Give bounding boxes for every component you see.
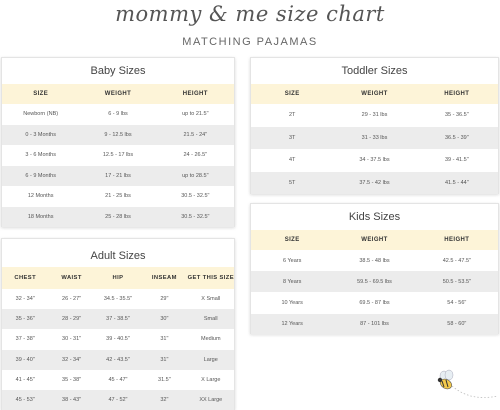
column-header-size: SIZE <box>251 84 333 104</box>
column-header-height: HEIGHT <box>416 84 498 104</box>
table-cell-chest: 32 - 34" <box>2 289 48 309</box>
table-cell-height: up to 21.5" <box>157 104 234 125</box>
table-cell-get-this-size: Large <box>188 350 234 370</box>
table-cell-height: 58 - 60" <box>416 314 498 335</box>
table-cell-weight: 37.5 - 42 lbs <box>333 172 415 195</box>
table-cell-chest: 41 - 45" <box>2 370 48 390</box>
table-row <box>2 370 234 390</box>
table-row <box>251 271 498 292</box>
column-header-weight: WEIGHT <box>333 84 415 104</box>
table-cell-waist: 30 - 31" <box>48 329 94 349</box>
table-cell-get-this-size: X Large <box>188 370 234 390</box>
table-row <box>251 250 498 271</box>
table-row <box>251 314 498 335</box>
table-cell-inseam: 31" <box>141 350 187 370</box>
column-header-weight: WEIGHT <box>79 84 156 104</box>
table-cell-weight: 38.5 - 48 lbs <box>333 250 415 271</box>
table-row <box>2 145 234 166</box>
table-row <box>2 350 234 370</box>
table-cell-height: 42.5 - 47.5" <box>416 250 498 271</box>
table-cell-weight: 21 - 25 lbs <box>79 186 156 207</box>
column-header-hip: HIP <box>95 267 141 289</box>
page-title: mommy & me size chart <box>115 2 385 26</box>
table-cell-size: 3T <box>251 127 333 150</box>
table-cell-get-this-size: Medium <box>188 329 234 349</box>
table-cell-weight: 34 - 37.5 lbs <box>333 149 415 172</box>
table-cell-inseam: 30" <box>141 309 187 329</box>
table-cell-get-this-size: XX Large <box>188 390 234 410</box>
adult-sizes-card <box>1 238 235 410</box>
table-cell-waist: 28 - 29" <box>48 309 94 329</box>
table-cell-weight: 31 - 33 lbs <box>333 127 415 150</box>
table-header-row <box>251 230 498 250</box>
table-cell-size: 0 - 3 Months <box>2 125 79 146</box>
table-cell-height: 54 - 56" <box>416 292 498 313</box>
column-header-chest: CHEST <box>2 267 48 289</box>
table-cell-height: up to 28.5" <box>157 166 234 187</box>
table-cell-inseam: 31" <box>141 329 187 349</box>
adult-sizes-table <box>2 267 234 410</box>
table-row <box>2 329 234 349</box>
table-cell-inseam: 32" <box>141 390 187 410</box>
table-cell-weight: 6 - 9 lbs <box>79 104 156 125</box>
table-cell-size: 12 Years <box>251 314 333 335</box>
column-header-weight: WEIGHT <box>333 230 415 250</box>
table-cell-height: 30.5 - 32.5" <box>157 186 234 207</box>
table-cell-size: Newborn (NB) <box>2 104 79 125</box>
table-row <box>2 207 234 228</box>
table-cell-hip: 37 - 38.5" <box>95 309 141 329</box>
table-row <box>2 390 234 410</box>
table-cell-weight: 17 - 21 lbs <box>79 166 156 187</box>
table-cell-weight: 59.5 - 69.5 lbs <box>333 271 415 292</box>
table-cell-size: 10 Years <box>251 292 333 313</box>
table-header-row <box>2 267 234 289</box>
table-cell-chest: 39 - 40" <box>2 350 48 370</box>
column-header-inseam: INSEAM <box>141 267 187 289</box>
table-cell-height: 41.5 - 44" <box>416 172 498 195</box>
table-cell-size: 3 - 6 Months <box>2 145 79 166</box>
table-row <box>251 292 498 313</box>
table-cell-waist: 32 - 34" <box>48 350 94 370</box>
column-header-get-this-size: GET THIS SIZE <box>188 267 234 289</box>
table-cell-height: 39 - 41.5" <box>416 149 498 172</box>
table-cell-height: 24 - 26.5" <box>157 145 234 166</box>
baby-sizes-title: Baby Sizes <box>90 65 146 77</box>
bee-icon <box>430 366 500 406</box>
table-cell-height: 35 - 36.5" <box>416 104 498 127</box>
table-cell-inseam: 29" <box>141 289 187 309</box>
table-cell-hip: 34.5 - 35.5" <box>95 289 141 309</box>
table-cell-weight: 12.5 - 17 lbs <box>79 145 156 166</box>
column-header-height: HEIGHT <box>416 230 498 250</box>
table-cell-get-this-size: Small <box>188 309 234 329</box>
table-row <box>2 186 234 207</box>
table-row <box>2 289 234 309</box>
table-cell-height: 36.5 - 39" <box>416 127 498 150</box>
table-header-row <box>251 84 498 104</box>
table-row <box>251 149 498 172</box>
table-cell-get-this-size: X Small <box>188 289 234 309</box>
kids-sizes-title: Kids Sizes <box>348 211 401 223</box>
baby-sizes-table <box>2 84 234 227</box>
table-cell-size: 6 Years <box>251 250 333 271</box>
toddler-sizes-title: Toddler Sizes <box>341 65 408 77</box>
column-header-size: SIZE <box>2 84 79 104</box>
table-cell-size: 6 - 9 Months <box>2 166 79 187</box>
table-cell-waist: 26 - 27" <box>48 289 94 309</box>
table-cell-size: 18 Months <box>2 207 79 228</box>
table-cell-weight: 87 - 101 lbs <box>333 314 415 335</box>
toddler-sizes-table <box>251 84 498 194</box>
table-cell-waist: 35 - 38" <box>48 370 94 390</box>
table-cell-hip: 45 - 47" <box>95 370 141 390</box>
table-cell-hip: 39 - 40.5" <box>95 329 141 349</box>
kids-sizes-card <box>250 203 499 334</box>
table-row <box>2 309 234 329</box>
table-cell-weight: 9 - 12.5 lbs <box>79 125 156 146</box>
column-header-size: SIZE <box>251 230 333 250</box>
table-cell-weight: 69.5 - 87 lbs <box>333 292 415 313</box>
table-cell-height: 50.5 - 53.5" <box>416 271 498 292</box>
table-row <box>251 172 498 195</box>
table-cell-hip: 42 - 43.5" <box>95 350 141 370</box>
table-cell-waist: 38 - 43" <box>48 390 94 410</box>
table-cell-size: 4T <box>251 149 333 172</box>
table-cell-hip: 47 - 52" <box>95 390 141 410</box>
table-cell-size: 8 Years <box>251 271 333 292</box>
adult-sizes-title: Adult Sizes <box>90 250 146 262</box>
table-cell-chest: 35 - 36" <box>2 309 48 329</box>
table-cell-size: 5T <box>251 172 333 195</box>
baby-sizes-card <box>1 57 235 227</box>
table-cell-weight: 29 - 31 lbs <box>333 104 415 127</box>
table-row <box>251 127 498 150</box>
table-cell-height: 30.5 - 32.5" <box>157 207 234 228</box>
table-cell-weight: 25 - 28 lbs <box>79 207 156 228</box>
table-cell-size: 12 Months <box>2 186 79 207</box>
kids-sizes-table <box>251 230 498 335</box>
column-header-height: HEIGHT <box>157 84 234 104</box>
column-header-waist: WAIST <box>48 267 94 289</box>
table-row <box>251 104 498 127</box>
table-cell-chest: 45 - 53" <box>2 390 48 410</box>
page-subtitle: MATCHING PAJAMAS <box>182 36 318 48</box>
table-cell-height: 21.5 - 24" <box>157 125 234 146</box>
toddler-sizes-card <box>250 57 499 194</box>
table-row <box>2 125 234 146</box>
table-cell-chest: 37 - 38" <box>2 329 48 349</box>
table-row <box>2 104 234 125</box>
table-cell-inseam: 31.5" <box>141 370 187 390</box>
table-header-row <box>2 84 234 104</box>
table-row <box>2 166 234 187</box>
table-cell-size: 2T <box>251 104 333 127</box>
